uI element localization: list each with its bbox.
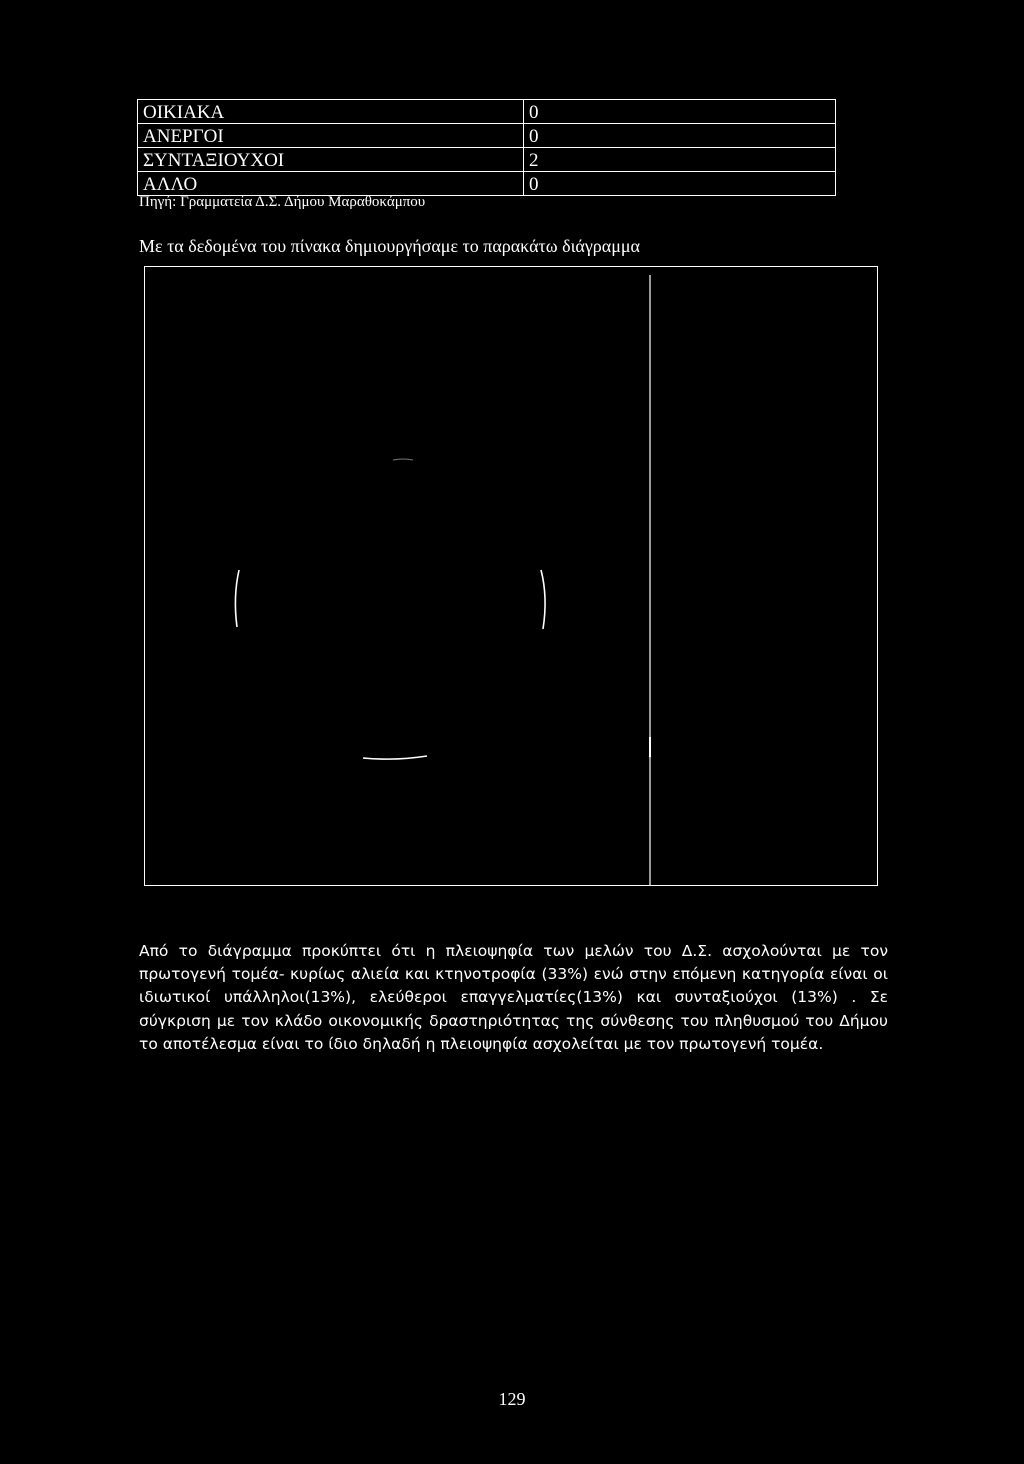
table-source-note: Πηγή: Γραμματεία Δ.Σ. Δήμου Μαραθοκάμπου bbox=[139, 194, 426, 210]
intro-sentence: Με τα δεδομένα του πίνακα δημιουργήσαμε το παρακάτω διάγραμμα bbox=[139, 236, 640, 256]
chart-graphic bbox=[145, 267, 879, 887]
row-label: ΣΥΝΤΑΞΙΟΥΧΟΙ bbox=[138, 148, 524, 172]
pie-arc-right bbox=[541, 570, 545, 629]
analysis-paragraph: Από το διάγραμμα προκύπτει ότι η πλειοψηφία των μελών του Δ.Σ. ασχολούνται με τον πρωτογενή τομέα- κυρίως αλιεία και κτηνοτροφία (33%) ενώ στην επόμενη κατηγορία είναι οι ιδιωτικοί υπάλληλοι(13%), ελεύθεροι επαγγελματίες(13%) και συνταξιούχοι (13%) . Σε σύγκριση με τον κλάδο οικονομικής δραστηριότητας της σύνθεσης του πληθυσμού του Δήμου το αποτέλεσμα είναι το ίδιο δηλαδή η πλειοψηφία ασχολείται με τον πρωτογενή τομέα. bbox=[139, 942, 888, 1053]
table-row bbox=[138, 172, 836, 196]
row-value: 0 bbox=[524, 100, 836, 124]
members-occupation-table bbox=[137, 99, 836, 196]
table-row bbox=[138, 124, 836, 148]
page-number: 129 bbox=[498, 1389, 526, 1409]
pie-arc-bottom bbox=[363, 756, 427, 759]
table-row bbox=[138, 100, 836, 124]
row-label: ΑΛΛΟ bbox=[138, 172, 524, 196]
row-label: ΟΙΚΙΑΚΑ bbox=[138, 100, 524, 124]
row-label: ΑΝΕΡΓΟΙ bbox=[138, 124, 524, 148]
pie-arc-left bbox=[235, 570, 239, 627]
chart-frame bbox=[144, 266, 878, 886]
row-value: 0 bbox=[524, 124, 836, 148]
table-row bbox=[138, 148, 836, 172]
pie-arc-top bbox=[393, 459, 413, 460]
row-value: 2 bbox=[524, 148, 836, 172]
row-value: 0 bbox=[524, 172, 836, 196]
